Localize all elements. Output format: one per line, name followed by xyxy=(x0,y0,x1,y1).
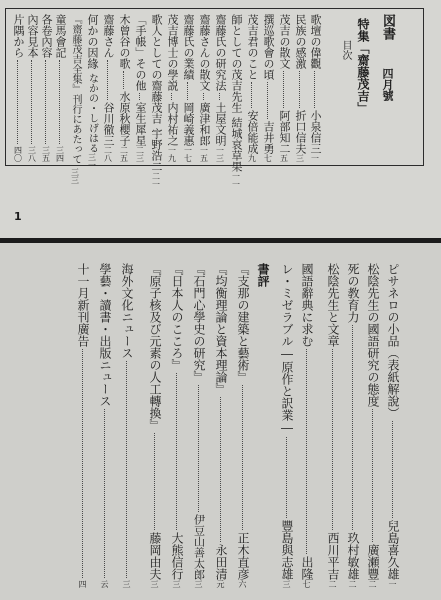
leader-dots xyxy=(59,60,61,144)
toc-entry[interactable]: 師としての茂吉先生 結城哀草果 一一 xyxy=(230,14,243,188)
masthead xyxy=(380,14,394,159)
toc-entry[interactable]: 學藝・讀書・出版ニュース 云 xyxy=(98,263,112,588)
leader-dots xyxy=(372,409,374,542)
toc-entry[interactable]: 齋藤さん 谷川徹三 二八 xyxy=(102,14,115,162)
toc-entry[interactable]: 『支那の建築と藝術』 正木直彦 六 xyxy=(236,263,250,588)
leader-dots xyxy=(352,325,354,530)
toc-entry[interactable]: 撰巡歌會の頃 吉井勇 七 xyxy=(262,14,275,162)
toc-entry[interactable]: 『石門心學史の研究』 伊豆山善太郎 三 xyxy=(192,263,206,588)
toc-entry[interactable]: 『均衡理論と資本理論』 永田清 元 xyxy=(214,263,228,588)
bottom-page xyxy=(0,243,441,600)
leader-dots xyxy=(332,349,334,530)
leader-dots xyxy=(176,373,178,530)
issue-label: 四月號 xyxy=(381,68,394,101)
toc-entry[interactable]: 齋藤さんの散文 廣津和郎 一五 xyxy=(198,14,211,162)
toc-label: 目次 xyxy=(340,40,351,60)
toc-entry[interactable]: 『原子核及び元素の人工轉換』 藤岡由夫 三 xyxy=(148,263,162,588)
leader-dots xyxy=(31,60,33,144)
leader-dots xyxy=(82,349,84,578)
leader-dots xyxy=(283,71,285,108)
toc-entry[interactable]: 『日本人のこころ』 大熊信行 三 xyxy=(170,263,184,588)
leader-dots xyxy=(107,60,109,100)
toc-entry[interactable]: 國語辭典に求む 出隆 七 xyxy=(300,263,314,588)
toc-entry[interactable]: 海外文化ニュース 三 xyxy=(120,263,134,588)
toc-entry[interactable]: 各卷內容 三五 xyxy=(40,14,53,162)
toc-entry[interactable]: 童馬會記 三四 xyxy=(54,14,67,162)
leader-dots xyxy=(306,349,308,554)
toc-entry[interactable]: 茂吉君のこと 安倍能成 九 xyxy=(246,14,259,162)
leader-dots xyxy=(286,437,288,518)
leader-dots xyxy=(203,93,205,100)
toc-entry[interactable]: 松陰先生の國語研究の態度 廣瀬豐 二 xyxy=(366,263,380,588)
leader-dots xyxy=(392,421,394,518)
toc-entry[interactable]: 片隅から 四〇 xyxy=(12,14,25,162)
leader-dots xyxy=(187,82,189,100)
toc-entry[interactable]: 『齋藤茂吉全集』刊行にあたって 三三 xyxy=(70,14,81,184)
leader-dots xyxy=(314,71,316,108)
leader-dots xyxy=(198,385,200,512)
leader-dots xyxy=(171,93,173,100)
leader-dots xyxy=(267,82,269,119)
leader-dots xyxy=(299,71,301,108)
leader-dots xyxy=(154,433,156,530)
toc-entry[interactable]: 內容見本 三八 xyxy=(26,14,39,162)
toc-entry[interactable]: 茂吉の散文 阿部知二 五 xyxy=(278,14,291,162)
leader-dots xyxy=(139,93,141,100)
page-number: 1 xyxy=(14,210,22,223)
toc-entry[interactable]: 死の教育力 玖村敏雄 二 xyxy=(346,263,360,588)
section-heading-reviews: 書評 xyxy=(256,263,270,287)
leader-dots xyxy=(104,409,106,578)
leader-dots xyxy=(242,385,244,530)
toc-entry[interactable]: 歌壇の偉觀 小泉信三 一 xyxy=(309,14,322,162)
toc-entry[interactable]: 何かの因緣 なかの・しげはる 三一 xyxy=(86,14,99,169)
toc-entry[interactable]: 十一月新刊廣告 四 xyxy=(76,263,90,588)
leader-dots xyxy=(17,60,19,144)
leader-dots xyxy=(45,60,47,144)
leader-dots xyxy=(123,71,125,89)
toc-entry[interactable]: 齋藤氏の研究法 土屋文明 一三 xyxy=(214,14,227,162)
feature-heading: 特集「齋藤茂吉」 xyxy=(356,18,370,114)
leader-dots xyxy=(219,93,221,100)
toc-entry[interactable]: 民族の感激 折口信夫 三 xyxy=(294,14,307,162)
top-page xyxy=(0,0,441,238)
toc-entry[interactable]: 齋藤氏の業績 岡崎義惠 一七 xyxy=(182,14,195,162)
toc-entry[interactable]: 「手帳」その他 室生犀星 二三 xyxy=(134,14,147,162)
toc-entry[interactable]: ピサネロの小品（表紙解說） 兒島喜久雄 一 xyxy=(386,263,400,588)
toc-entry[interactable]: 木曾谷の歌 水原秋櫻子 二五 xyxy=(118,14,131,162)
leader-dots xyxy=(220,397,222,542)
toc-entry[interactable]: 松陰先生と文章 西川平吉 二 xyxy=(326,263,340,588)
toc-entry[interactable]: 茂吉博士の學説 内村祐之 一九 xyxy=(166,14,179,162)
toc-entry[interactable]: 歌人としての齋藤茂吉 宇野浩二 二一 xyxy=(150,14,163,188)
leader-dots xyxy=(251,82,253,108)
magazine-title: 図書 xyxy=(380,14,395,40)
toc-entry[interactable]: レ・ミゼラブル―原作と訳業― 豐島與志雄 三 xyxy=(280,263,294,588)
leader-dots xyxy=(126,361,128,578)
